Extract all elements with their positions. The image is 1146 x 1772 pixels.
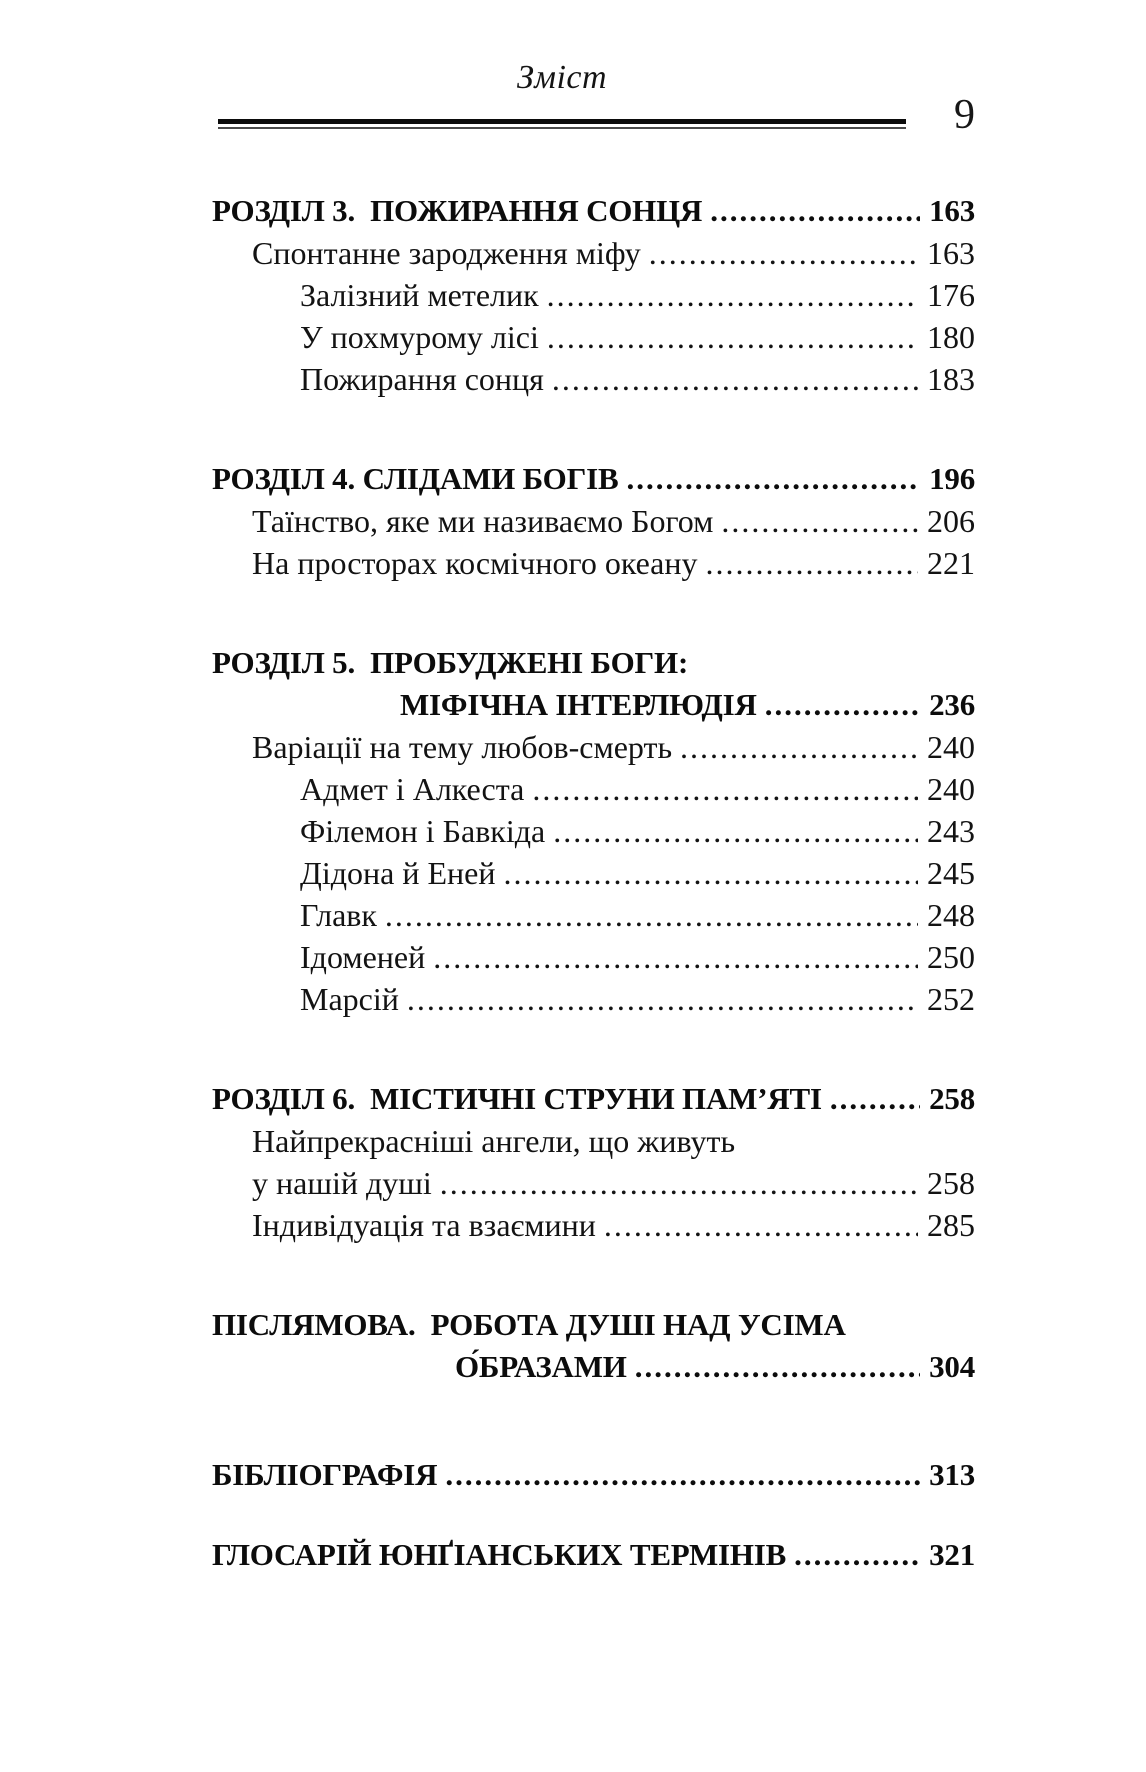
dot-leader xyxy=(649,232,918,274)
toc-entry xyxy=(212,1120,975,1204)
dot-leader xyxy=(385,894,918,936)
toc-entry-label: Залізний метелик xyxy=(300,277,539,313)
toc-entry-label: Марсій xyxy=(300,981,399,1017)
toc-entry-mainline xyxy=(300,852,975,894)
toc-entry-mainline xyxy=(300,768,975,810)
dot-leader xyxy=(547,316,918,358)
table-of-contents xyxy=(212,190,975,1576)
toc-entry xyxy=(212,1304,975,1388)
toc-entry-page-number: 245 xyxy=(927,855,975,891)
dot-leader xyxy=(547,274,918,316)
toc-entry-mainline xyxy=(212,1534,975,1576)
toc-entry xyxy=(212,1534,975,1576)
toc-entry xyxy=(212,458,975,500)
toc-entry xyxy=(212,274,975,316)
dot-leader xyxy=(830,1078,920,1120)
toc-entry-mainline xyxy=(252,232,975,274)
toc-entry-page-number: 240 xyxy=(927,729,975,765)
toc-entry-page-number: 243 xyxy=(927,813,975,849)
dot-leader xyxy=(503,852,918,894)
dot-leader xyxy=(721,500,918,542)
toc-entry xyxy=(212,542,975,584)
toc-entry-mainline xyxy=(252,542,975,584)
toc-entry-page-number: 163 xyxy=(927,235,975,271)
toc-entry-page-number: 206 xyxy=(927,503,975,539)
toc-entry xyxy=(212,1204,975,1246)
toc-entry-label: Адмет і Алкеста xyxy=(300,771,525,807)
toc-entry-label: Главк xyxy=(300,897,377,933)
toc-entry-mainline xyxy=(300,894,975,936)
running-head xyxy=(218,58,906,98)
toc-entry-page-number: 183 xyxy=(927,361,975,397)
dot-leader xyxy=(445,1454,920,1496)
toc-entry xyxy=(212,316,975,358)
toc-entry-label: ГЛОСАРІЙ ЮНҐІАНСЬКИХ ТЕРМІНІВ xyxy=(212,1537,787,1572)
toc-entry-mainline xyxy=(252,726,975,768)
toc-entry-mainline xyxy=(212,1454,975,1496)
toc-entry-mainline xyxy=(252,1162,975,1204)
toc-entry xyxy=(212,358,975,400)
dot-leader xyxy=(794,1534,920,1576)
toc-entry-mainline xyxy=(212,458,975,500)
toc-entry-label: БІБЛІОГРАФІЯ xyxy=(212,1457,438,1492)
toc-entry xyxy=(212,642,975,726)
toc-entry-page-number: 236 xyxy=(929,687,975,722)
toc-entry-page-number: 321 xyxy=(929,1537,975,1572)
toc-entry-page-number: 252 xyxy=(927,981,975,1017)
header-double-rule xyxy=(218,119,906,131)
toc-entry-page-number: 285 xyxy=(927,1207,975,1243)
toc-entry-mainline xyxy=(212,190,975,232)
toc-entry-mainline xyxy=(252,500,975,542)
toc-entry-mainline xyxy=(300,978,975,1020)
toc-entry xyxy=(212,190,975,232)
dot-leader xyxy=(552,358,918,400)
toc-entry-page-number: 240 xyxy=(927,771,975,807)
toc-entry xyxy=(212,978,975,1020)
dot-leader xyxy=(604,1204,918,1246)
toc-entry-page-number: 258 xyxy=(927,1165,975,1201)
dot-leader xyxy=(553,810,918,852)
toc-entry-label: у нашій душі xyxy=(252,1165,432,1201)
toc-entry-label: Варіації на тему любов-смерть xyxy=(252,729,673,765)
toc-entry-page-number: 248 xyxy=(927,897,975,933)
toc-entry-line1: РОЗДІЛ 5. ПРОБУДЖЕНІ БОГИ: xyxy=(212,645,689,680)
dot-leader xyxy=(705,542,918,584)
dot-leader xyxy=(635,1346,920,1388)
toc-entry xyxy=(212,500,975,542)
toc-entry xyxy=(212,232,975,274)
toc-entry-mainline xyxy=(300,358,975,400)
toc-entry-page-number: 258 xyxy=(929,1081,975,1116)
dot-leader xyxy=(440,1162,918,1204)
toc-entry-label: РОЗДІЛ 4. СЛІДАМИ БОГІВ xyxy=(212,461,619,496)
toc-entry-mainline xyxy=(300,316,975,358)
toc-entry-label: Індивідуація та взаємини xyxy=(252,1207,596,1243)
toc-entry-line1: Найпрекрасніші ангели, що живуть xyxy=(252,1123,736,1159)
dot-leader xyxy=(765,684,920,726)
toc-entry-label: Дідона й Еней xyxy=(300,855,496,891)
toc-entry-page-number: 163 xyxy=(929,193,975,228)
toc-entry-label: Таїнство, яке ми називаємо Богом xyxy=(252,503,714,539)
toc-entry-line1: ПІСЛЯМОВА. РОБОТА ДУШІ НАД УСІМА xyxy=(212,1307,846,1342)
toc-entry-page-number: 221 xyxy=(927,545,975,581)
toc-entry-label: Пожирання сонця xyxy=(300,361,544,397)
dot-leader xyxy=(433,936,918,978)
toc-entry-label: Ідоменей xyxy=(300,939,426,975)
toc-entry xyxy=(212,726,975,768)
toc-entry-mainline xyxy=(212,684,975,726)
dot-leader xyxy=(407,978,918,1020)
rule-thin-line xyxy=(218,127,906,129)
toc-entry-label: Філемон і Бавкіда xyxy=(300,813,546,849)
toc-entry-page-number: 304 xyxy=(929,1349,975,1384)
toc-entry xyxy=(212,810,975,852)
toc-entry xyxy=(212,936,975,978)
toc-entry xyxy=(212,1078,975,1120)
toc-entry-mainline xyxy=(300,810,975,852)
dot-leader xyxy=(532,768,918,810)
toc-entry-label: МІФІЧНА ІНТЕРЛЮДІЯ xyxy=(400,687,757,722)
toc-entry-mainline xyxy=(212,1346,975,1388)
toc-entry-label: О́БРАЗАМИ xyxy=(455,1349,627,1384)
toc-entry-page-number: 196 xyxy=(929,461,975,496)
toc-entry-page-number: 250 xyxy=(927,939,975,975)
toc-entry-mainline xyxy=(252,1204,975,1246)
toc-entry xyxy=(212,768,975,810)
toc-entry-page-number: 176 xyxy=(927,277,975,313)
toc-entry-page-number: 313 xyxy=(929,1457,975,1492)
toc-entry-label: У похмурому лісі xyxy=(300,319,539,355)
dot-leader xyxy=(710,190,920,232)
toc-entry-label: На просторах космічного океану xyxy=(252,545,698,581)
toc-entry-mainline xyxy=(300,936,975,978)
toc-entry xyxy=(212,1454,975,1496)
toc-entry-label: Спонтанне зародження міфу xyxy=(252,235,641,271)
dot-leader xyxy=(680,726,918,768)
toc-entry-label: РОЗДІЛ 3. ПОЖИРАННЯ СОНЦЯ xyxy=(212,193,703,228)
page-title: Зміст xyxy=(516,59,608,96)
toc-entry-mainline xyxy=(212,1078,975,1120)
toc-entry-page-number: 180 xyxy=(927,319,975,355)
rule-thick-line xyxy=(218,119,906,124)
folio-page-number: 9 xyxy=(954,92,975,138)
dot-leader xyxy=(626,458,920,500)
toc-entry-label: РОЗДІЛ 6. МІСТИЧНІ СТРУНИ ПАМ’ЯТІ xyxy=(212,1081,822,1116)
toc-entry xyxy=(212,894,975,936)
toc-entry xyxy=(212,852,975,894)
toc-entry-mainline xyxy=(300,274,975,316)
